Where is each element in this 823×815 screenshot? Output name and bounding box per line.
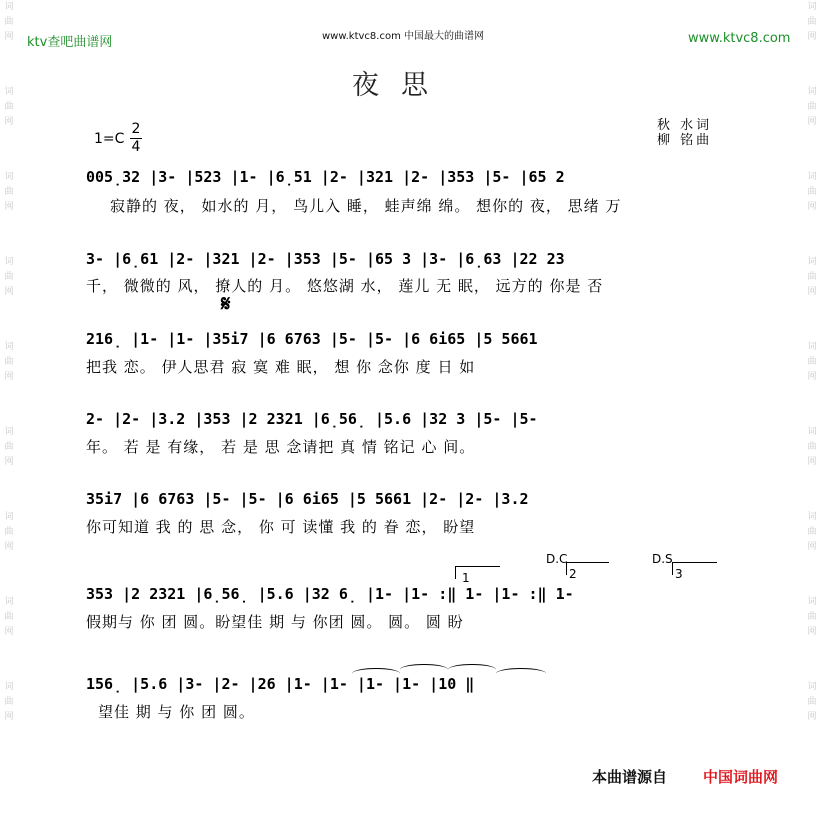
volta-third-label: 3 — [675, 567, 683, 581]
tie-4 — [496, 668, 546, 679]
lyrics-line-2: 千， 微微的 风， 撩人的 月。 悠悠湖 水， 莲儿 无 眠， 远方的 你是 否 — [86, 277, 604, 295]
source-site-link[interactable]: 中国词曲网 — [703, 768, 779, 786]
notes-line-7: 156̣ |5.6 |3- |2- |26 |1- |1- |1- |1- |10 ‖ — [86, 675, 475, 693]
notes-line-1: 005̣32 |3- |523 |1- |6̣51 |2- |321 |2- |353 |5- |65 2 — [86, 168, 565, 186]
volta-first-label: 1 — [462, 571, 470, 585]
volta-second-label: 2 — [569, 567, 577, 581]
lyrics-line-4: 年。 若 是 有缘， 若 是 思 念请把 真 情 铭记 心 间。 — [86, 438, 476, 456]
lyrics-line-1: 寂静的 夜， 如水的 月， 鸟儿入 睡， 蛙声绵 绵。 想你的 夜， 思绪 万 — [110, 197, 622, 215]
lyrics-line-3: 把我 恋。 伊人思君 寂 寞 难 眠， 想 你 念你 度 日 如 — [86, 358, 476, 376]
volta-ds-label: D.S — [652, 552, 673, 566]
notes-line-4: 2- |2- |3.2 |353 |2 2321 |6̣56̣ |5.6 |32 3 |5- |5- — [86, 410, 538, 428]
watermark-left: 词曲网 词曲网 词曲网 词曲网 词曲网 词曲网 词曲网 词曲网 词曲网 — [4, 2, 14, 722]
tie-2 — [400, 664, 448, 675]
volta-first — [455, 566, 500, 585]
composer-credit: 柳 铭曲 — [657, 133, 713, 148]
lyrics-line-5: 你可知道 我 的 思 念， 你 可 读懂 我 的 眷 恋， 盼望 — [86, 518, 476, 536]
source-label: 本曲谱源自 — [592, 768, 668, 786]
site-name-left: ktv查吧曲谱网 — [27, 35, 113, 50]
key-signature: 1=C — [94, 131, 125, 147]
time-signature-top: 2 — [131, 121, 141, 137]
time-signature-bottom: 4 — [131, 139, 141, 155]
tie-3 — [448, 664, 496, 675]
site-url-right: www.ktvc8.com — [688, 31, 791, 46]
time-signature — [130, 122, 142, 155]
notes-line-2: 3- |6̣61 |2- |321 |2- |353 |5- |65 3 |3- |6̣63 |22 23 — [86, 250, 565, 268]
lyrics-line-6: 假期与 你 团 圆。盼望佳 期 与 你团 圆。 圆。 圆 盼 — [86, 613, 464, 631]
volta-third — [672, 562, 717, 581]
volta-dc-label: D.C — [546, 552, 568, 566]
song-title: 夜思 — [352, 70, 450, 101]
lyrics-line-7: 望佳 期 与 你 团 圆。 — [98, 703, 255, 721]
site-tagline: www.ktvc8.com 中国最大的曲谱网 — [322, 31, 485, 42]
notes-line-6: 353 |2 2321 |6̣56̣ |5.6 |32 6̣ |1- |1- :‖ 1- |1- :‖ 1- — [86, 585, 574, 603]
notes-line-5: 35i7 |6 6763 |5- |5- |6 6i65 |5 5661 |2- |2- |3.2 — [86, 490, 529, 508]
volta-second — [566, 562, 609, 581]
segno-sign: 𝄋 — [221, 292, 231, 317]
lyricist-credit: 秋 水词 — [657, 118, 713, 133]
watermark-right: 词曲网 词曲网 词曲网 词曲网 词曲网 词曲网 词曲网 词曲网 词曲网 — [807, 2, 817, 722]
notes-line-3: 216̣ |1- |1- |35i7 |6 6763 |5- |5- |6 6i65 |5 5661 — [86, 330, 538, 348]
